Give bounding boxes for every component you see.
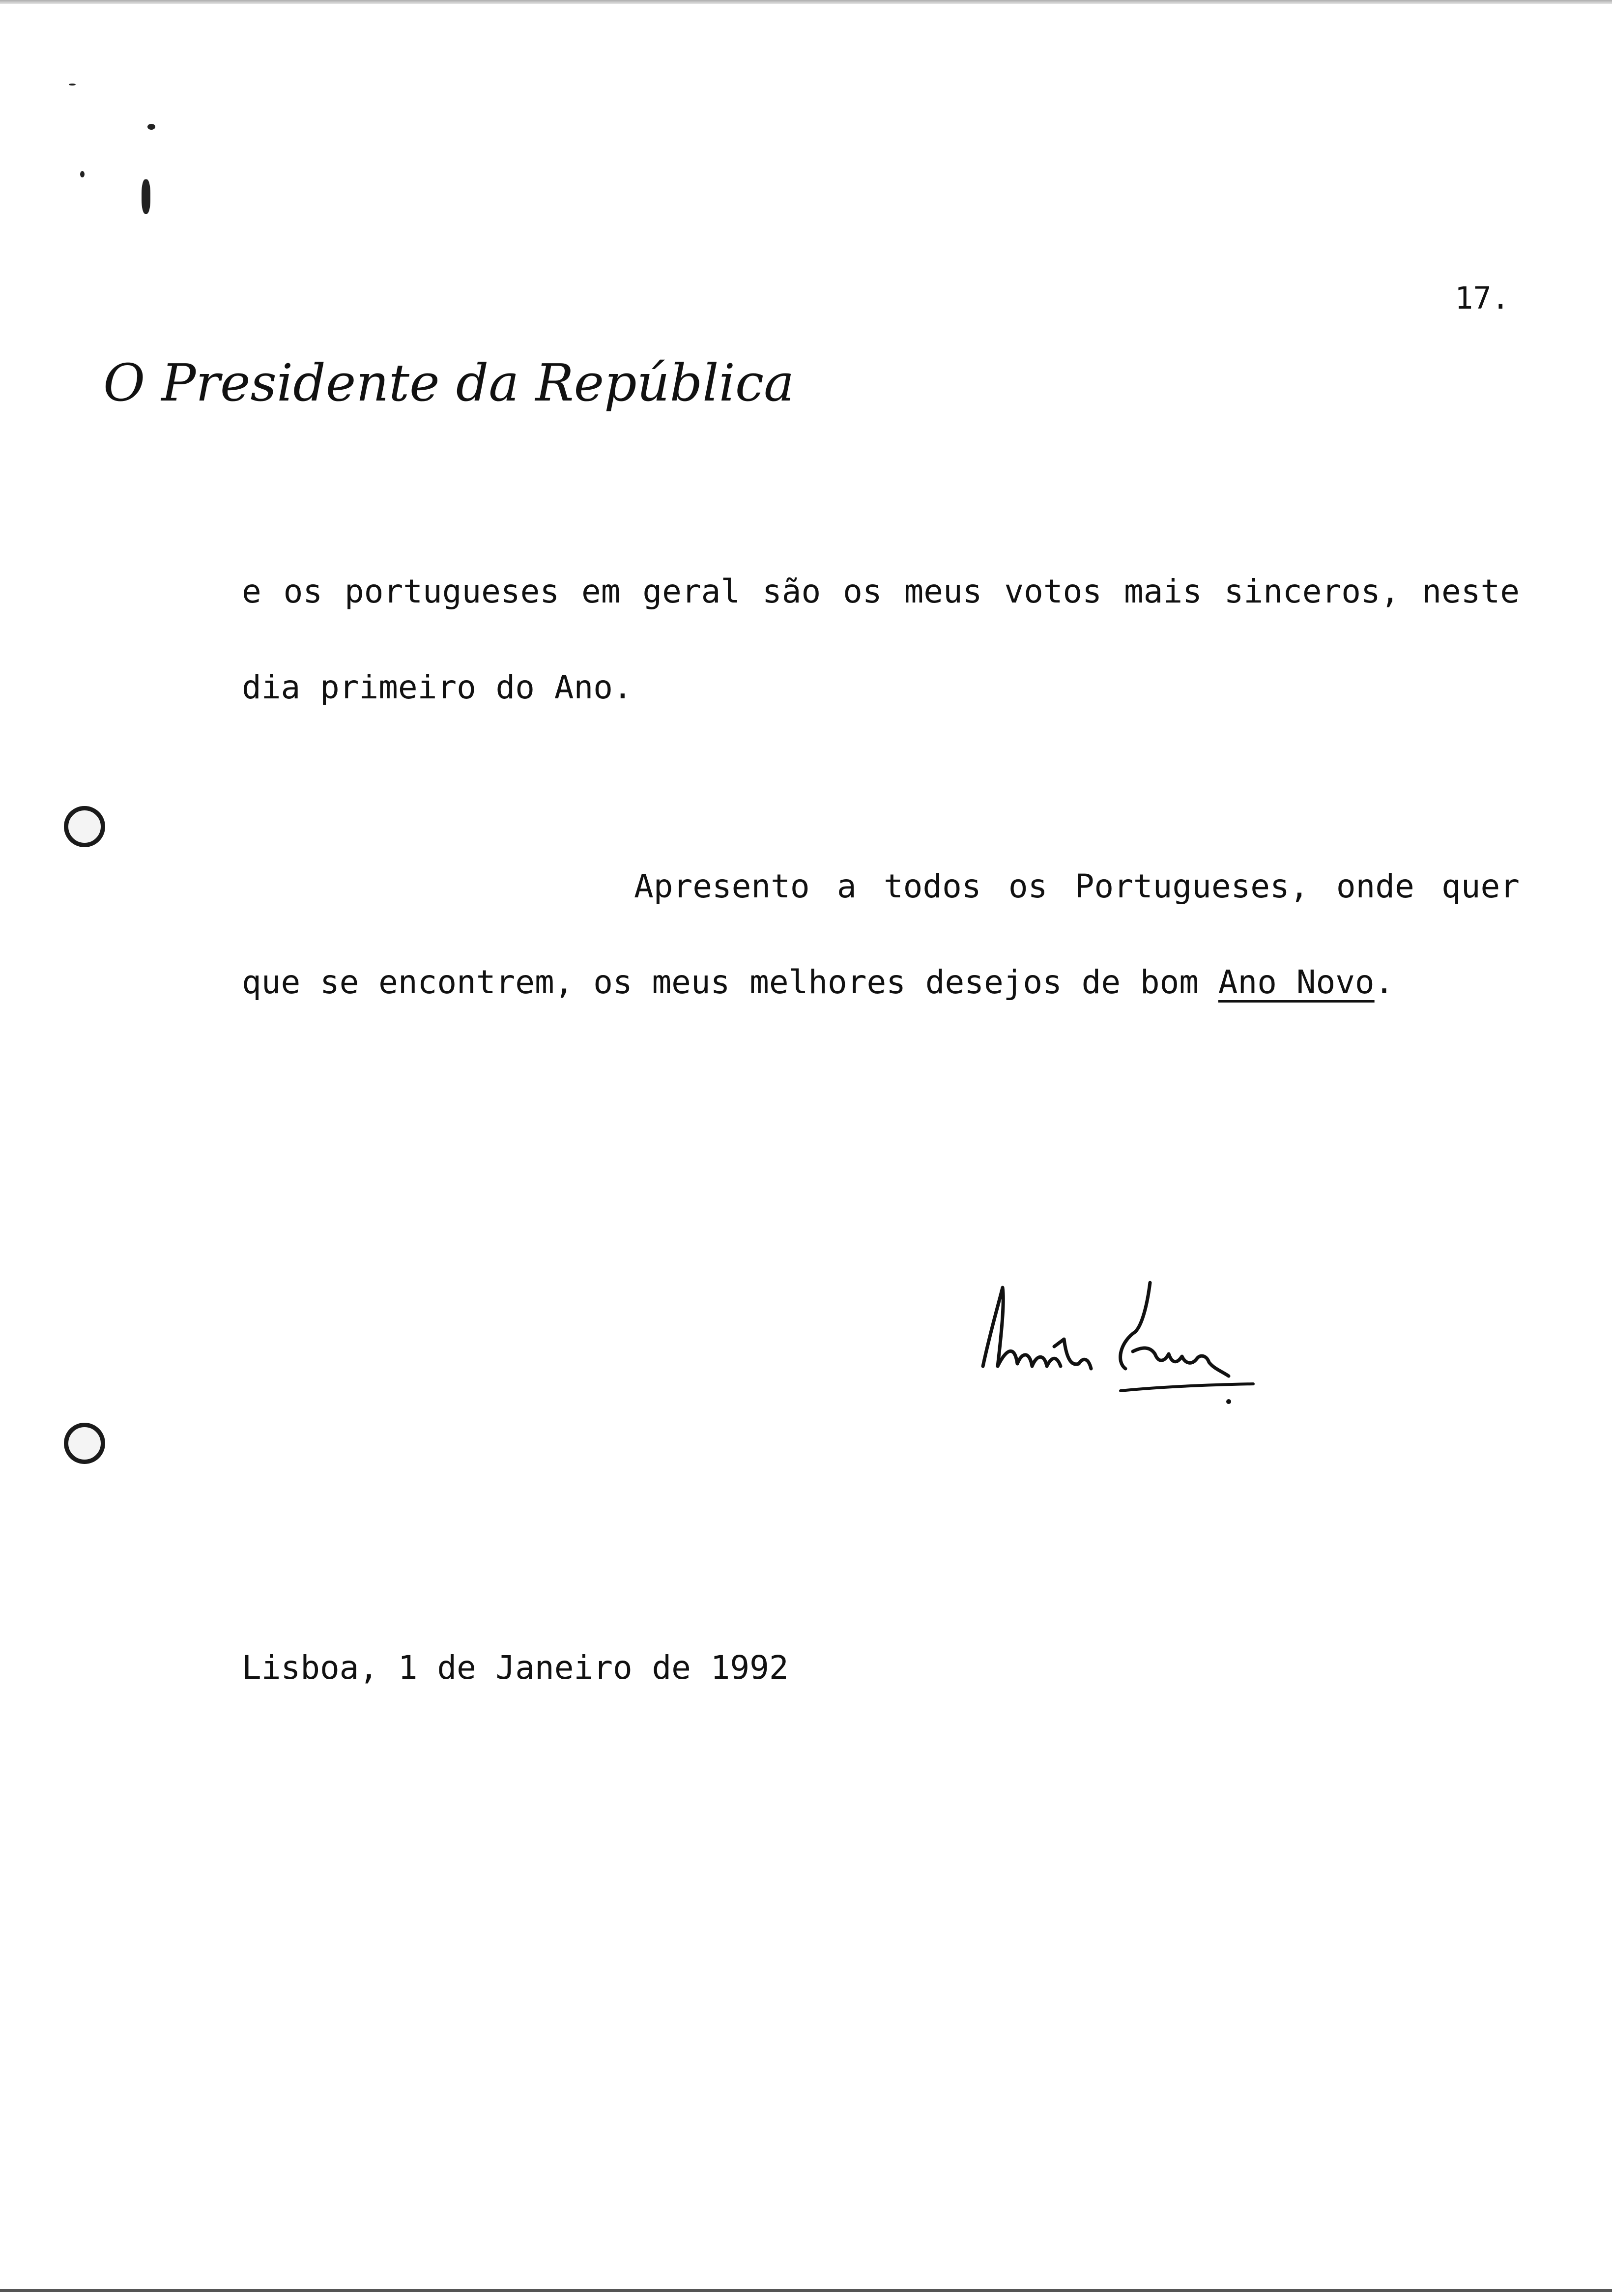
paragraph-2-line-1: Apresento a todos os Portugueses, onde quer (634, 867, 1520, 905)
scan-speck (80, 171, 85, 177)
scan-speck (147, 124, 155, 130)
paragraph-2-line-2-end: . (1374, 963, 1394, 1001)
scan-edge-bottom (0, 2289, 1612, 2292)
signature (973, 1273, 1268, 1425)
letterhead (103, 346, 795, 425)
ano-novo-underlined: Ano Novo (1218, 963, 1375, 1001)
punch-hole (64, 806, 105, 847)
paragraph-1-line-2: dia primeiro do Ano. (242, 668, 633, 706)
place-and-date: Lisboa, 1 de Janeiro de 1992 (242, 1649, 789, 1687)
handwritten-signature (973, 1273, 1268, 1425)
scan-speck (69, 84, 76, 86)
letterhead-script (103, 346, 795, 425)
paragraph-1-line-1: e os portugueses em geral são os meus votos mais sinceros, neste (242, 573, 1520, 610)
scan-edge-top (0, 0, 1612, 4)
letterhead-title: O Presidente da República (103, 353, 795, 413)
paragraph-2-line-2 (242, 963, 1394, 1001)
paragraph-2-line-2-text: que se encontrem, os meus melhores desejos de bom (242, 963, 1218, 1001)
scan-speck (142, 179, 150, 214)
punch-hole (64, 1423, 105, 1464)
page-number: 17. (1455, 280, 1510, 316)
